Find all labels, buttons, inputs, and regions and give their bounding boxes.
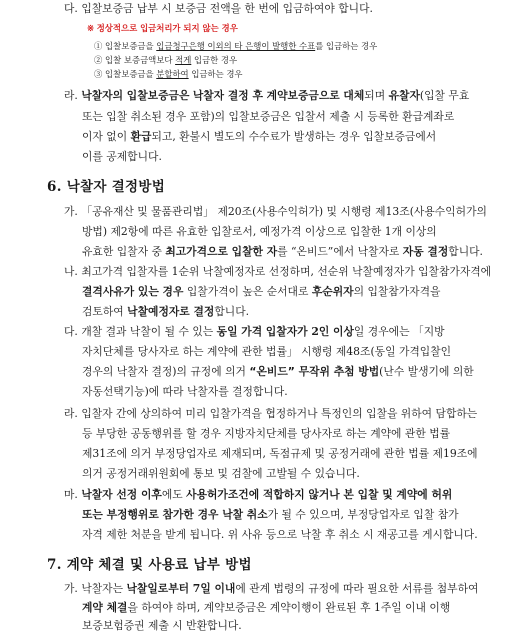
s6-item-ga-line2: 방법) 제2항에 따른 유효한 입찰로서, 예정가격 이상으로 입찰한 1개 이상의 (82, 225, 437, 238)
s6-item-ra: 라. 입찰자 간에 상의하여 미리 입찰가격을 협정하거나 특정인의 입찰을 위하여 담합하는 (64, 407, 478, 420)
s7-item-ga-line3: 보증보험증권 제출 시 반환합니다. (82, 619, 242, 632)
s6-item-ga-line3: 유효한 입찰자 중 최고가격으로 입찰한 자를 “온비드”에서 낙찰자로 자동 결정합니다. (82, 245, 483, 258)
s6-item-ra-line2: 등 부당한 공동행위를 할 경우 지방자치단체를 당사자로 하는 계약에 관한 법률 (82, 427, 451, 440)
s6-item-na-line3: 검토하여 낙찰예정자로 결정합니다. (82, 305, 250, 318)
section-7-title: 7. 계약 체결 및 사용료 납부 방법 (47, 557, 252, 573)
s6-item-ga: 가. 「공유재산 및 물품관리법」 제20조(사용수익허가) 및 시행령 제13조(사용수익허가의 (64, 205, 487, 218)
warning-text: 정상적으로 입금처리가 되지 않는 경우 (96, 23, 238, 33)
case-item-2: ② 입찰 보증금액보다 적게 입금한 경우 (94, 55, 238, 65)
s7-item-ga-line2: 계약 체결을 하여야 하며, 계약보증금은 계약이행이 완료된 후 1주일 이내 이행 (82, 601, 451, 614)
bond-item-ra: 라. 낙찰자의 입찰보증금은 낙찰자 결정 후 계약보증금으로 대체되며 유찰자(입찰 무효 (64, 89, 470, 102)
s6-item-da: 다. 개찰 결과 낙찰이 될 수 있는 동일 가격 입찰자가 2인 이상일 경우에는 「지방 (64, 325, 445, 338)
section-6-title: 6. 낙찰자 결정방법 (47, 179, 166, 195)
case-item-3: ③ 입찰보증금을 분할하여 입금하는 경우 (94, 69, 243, 79)
case-item-1: ① 입찰보증금을 입금청구은행 이외의 타 은행이 발행한 수표를 입금하는 경우 (94, 41, 378, 51)
bond-item-ra-line4: 이를 공제합니다. (82, 150, 162, 163)
s7-item-ga: 가. 낙찰자는 낙찰일로부터 7일 이내에 관계 법령의 규정에 따라 필요한 서류를 첨부하여 (64, 582, 479, 595)
bond-item-ra-line3: 이자 없이 환급되고, 환불시 별도의 수수료가 발생하는 경우 입찰보증금에서 (82, 130, 437, 143)
bond-item-ra-line2: 또는 입찰 취소된 경우 포함)의 입찰보증금은 입찰서 제출 시 등록한 환급계좌로 (82, 110, 455, 123)
s6-item-ra-line4: 의거 공정거래위원회에 통보 및 검찰에 고발될 수 있습니다. (82, 467, 360, 480)
warning-mark-icon: ※ (87, 23, 95, 33)
s6-item-ma-line3: 자격 제한 처분을 받게 됩니다. 위 사유 등으로 낙찰 후 취소 시 재공고를 게시합니다. (82, 528, 478, 541)
bond-item-da: 다. 입찰보증금 납부 시 보증금 전액을 한 번에 입금하여야 합니다. (64, 2, 373, 15)
s6-item-da-line4: 자동선택기능)에 따라 낙찰자를 결정합니다. (82, 385, 288, 398)
s6-item-ma: 마. 낙찰자 선정 이후에도 사용허가조건에 적합하지 않거나 본 입찰 및 계약에 허위 (64, 488, 453, 501)
s6-item-ra-line3: 제31조에 의거 부정당업자로 제재되며, 독점규제 및 공정거래에 관한 법률 제19조에 (82, 447, 478, 460)
s6-item-ma-line2: 또는 부정행위로 참가한 경우 낙찰 취소가 될 수 있으며, 부정당업자로 입찰 참가 (82, 508, 459, 521)
s6-item-da-line3: 경우의 낙찰자 결정)의 규정에 의거 “온비드” 무작위 추첨 방법(난수 발생기에 의한 (82, 365, 474, 378)
s6-item-na-line2: 결격사유가 있는 경우 입찰가격이 높은 순서대로 후순위자의 입찰참가자격을 (82, 285, 441, 298)
warning-note (87, 23, 238, 34)
s6-item-da-line2: 자치단체를 당사자로 하는 계약에 관한 법률」 시행령 제48조(동일 가격입찰인 (82, 345, 452, 358)
s6-item-na: 나. 최고가격 입찰자를 1순위 낙찰예정자로 선정하며, 선순위 낙찰예정자가 입찰참가자격에 (64, 265, 492, 278)
